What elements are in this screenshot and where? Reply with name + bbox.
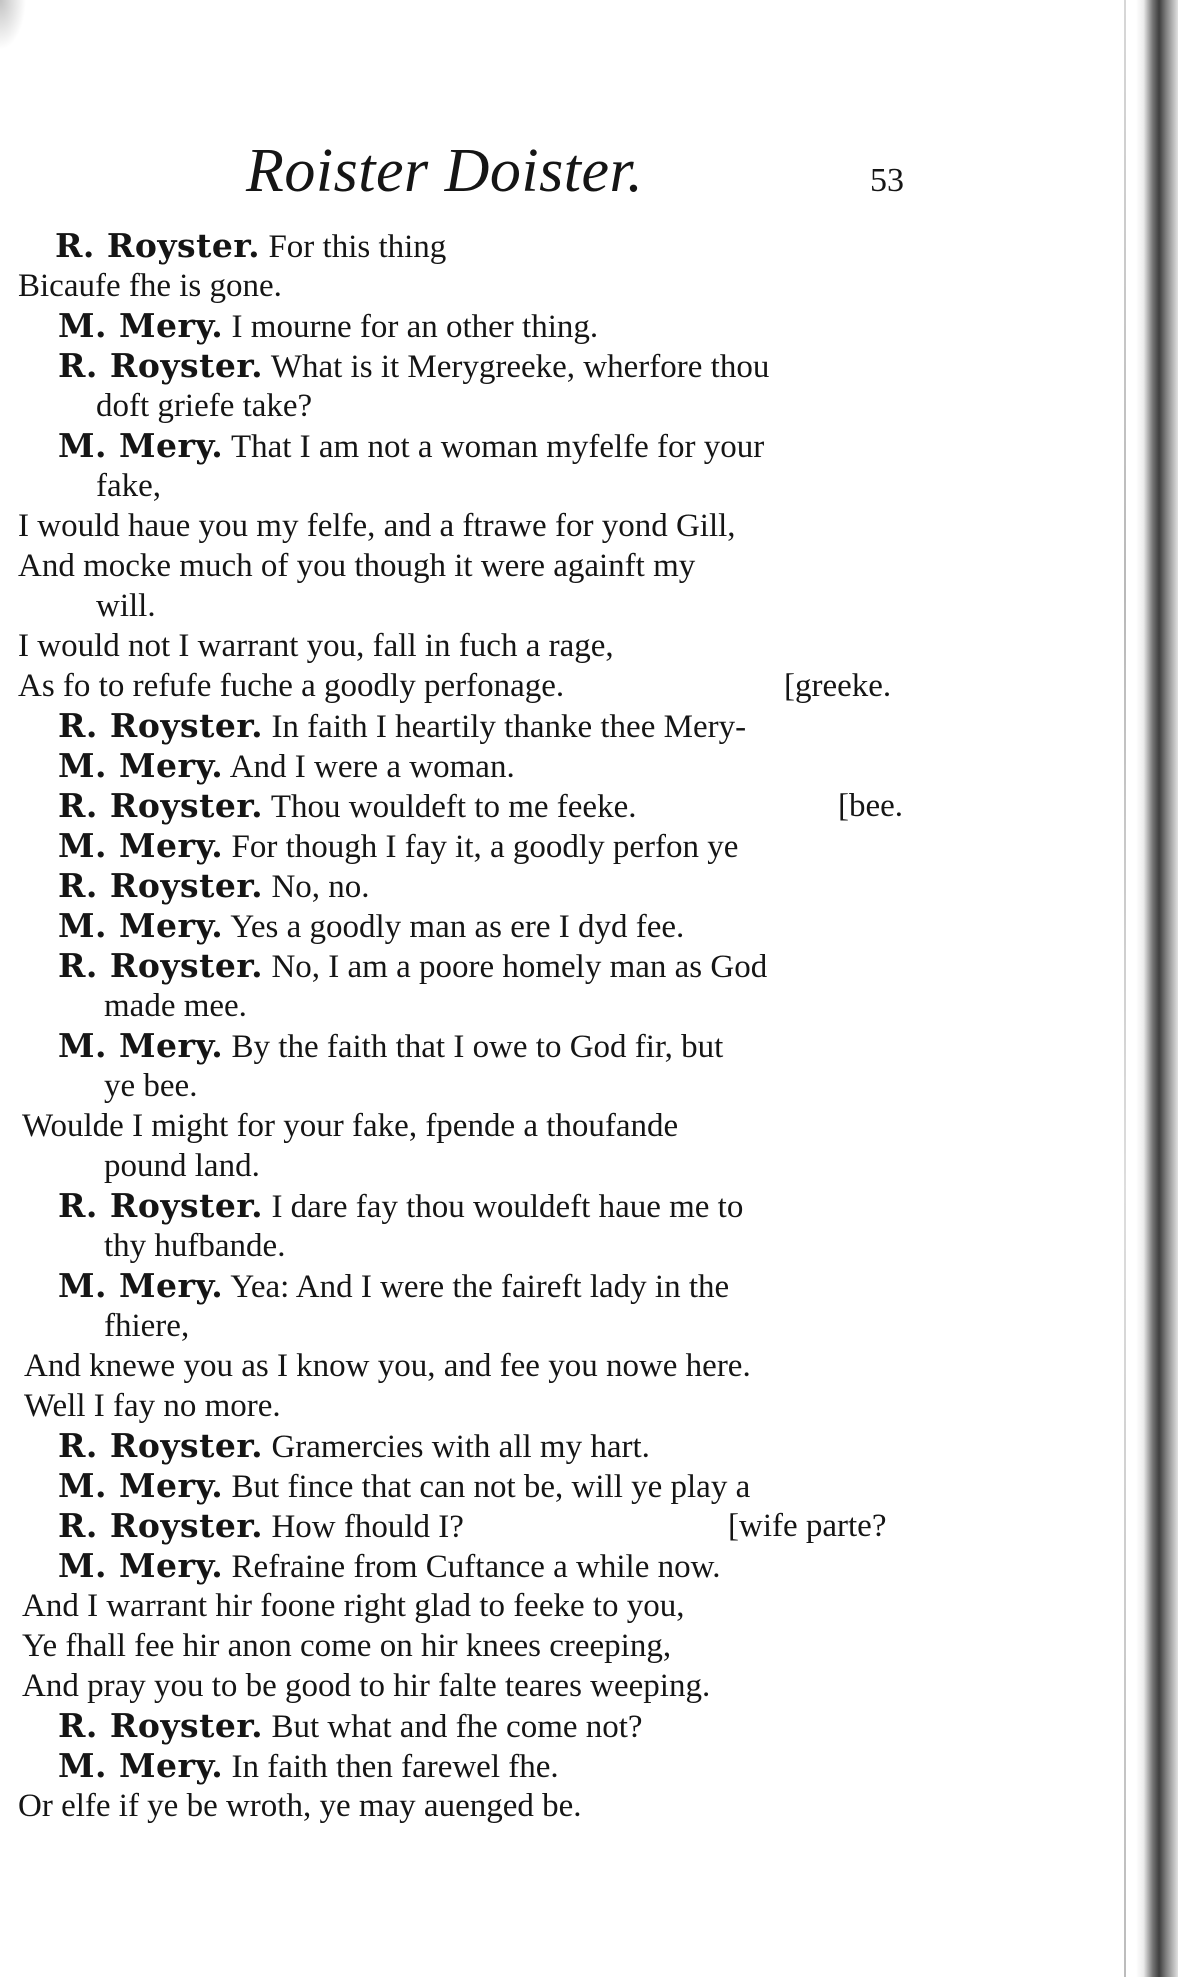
speaker-label: M. Mery.	[58, 1026, 224, 1065]
speaker-label: M. Mery.	[58, 306, 224, 345]
verse-line	[24, 1346, 751, 1386]
verse-line	[104, 1146, 260, 1186]
running-title: Roister Doister.	[246, 137, 644, 205]
speaker-label: R. Royster.	[55, 226, 261, 265]
verse-line	[58, 946, 767, 987]
line-text: For this thing	[260, 229, 447, 265]
line-text: And knewe you as I know you, and fee you nowe here.	[24, 1348, 751, 1384]
line-text: And I warrant hir foone right glad to feeke to you,	[22, 1588, 685, 1624]
turnover-fragment: [greeke.	[784, 668, 892, 704]
verse-line	[96, 386, 312, 426]
speaker-label: R. Royster.	[58, 1426, 264, 1465]
verse-line	[104, 986, 247, 1026]
turnover-fragment: [wife parte?	[728, 1508, 887, 1544]
speaker-label: M. Mery.	[58, 1746, 224, 1785]
verse-line	[58, 1426, 650, 1467]
verse-line	[22, 1106, 678, 1146]
speaker-label: M. Mery.	[58, 906, 224, 945]
verse-line	[58, 866, 370, 907]
verse-line	[58, 1466, 750, 1507]
speaker-label: M. Mery.	[58, 826, 224, 865]
speaker-label: M. Mery.	[58, 1466, 224, 1505]
page-number: 53	[870, 162, 904, 199]
verse-line	[58, 426, 764, 467]
speaker-label: M. Mery.	[58, 1546, 224, 1585]
speaker-label: M. Mery.	[58, 426, 224, 465]
page-corner-smudge	[0, 0, 26, 50]
speaker-label: R. Royster.	[58, 1706, 264, 1745]
verse-line	[58, 1746, 559, 1787]
speaker-label: R. Royster.	[58, 706, 264, 745]
speaker-label: R. Royster.	[58, 1506, 264, 1545]
line-text: But fince that can not be, will ye play a	[223, 1469, 751, 1505]
line-text: pound land.	[104, 1148, 260, 1184]
verse-line	[58, 1506, 464, 1547]
verse-line	[58, 1186, 743, 1227]
line-text: Refraine from Cuftance a while now.	[223, 1549, 721, 1585]
verse-line	[55, 226, 446, 267]
verse-line	[58, 1706, 643, 1747]
line-text: No, I am a poore homely man as God	[263, 949, 768, 985]
verse-line	[22, 1586, 685, 1626]
verse-line	[22, 1666, 710, 1706]
verse-line	[58, 1266, 729, 1307]
verse-line	[58, 746, 515, 787]
line-text: I would haue you my felfe, and a ftrawe for yond Gill,	[18, 508, 736, 544]
verse-line	[104, 1066, 197, 1106]
line-text: fake,	[96, 468, 162, 504]
line-text: Yea: And I were the faireft lady in the	[223, 1269, 730, 1305]
line-text: fhiere,	[104, 1308, 190, 1344]
verse-line	[58, 906, 684, 947]
line-text: thy hufbande.	[104, 1228, 286, 1264]
line-text: Ye fhall fee hir anon come on hir knees creeping,	[22, 1628, 672, 1664]
verse-line	[96, 466, 161, 506]
line-text: doft griefe take?	[96, 388, 313, 424]
speaker-label: R. Royster.	[58, 866, 264, 905]
line-text: How fhould I?	[263, 1509, 464, 1545]
line-text: As fo to refufe fuche a goodly perfonage.	[18, 668, 565, 704]
line-text: Yes a goodly man as ere I dyd fee.	[223, 909, 685, 945]
line-text: And I were a woman.	[223, 749, 515, 785]
verse-line	[58, 826, 738, 867]
line-text: I mourne for an other thing.	[223, 309, 599, 345]
line-text: will.	[96, 588, 156, 624]
line-text: Woulde I might for your fake, fpende a thoufande	[22, 1108, 679, 1144]
line-text: Thou wouldeft to me feeke.	[263, 789, 637, 825]
line-text: made mee.	[104, 988, 247, 1024]
line-text: But what and fhe come not?	[263, 1709, 643, 1745]
speaker-label: R. Royster.	[58, 786, 264, 825]
verse-line	[58, 706, 746, 747]
verse-line	[104, 1226, 285, 1266]
line-text: Bicaufe fhe is gone.	[18, 268, 282, 304]
verse-line	[96, 586, 156, 626]
verse-line	[18, 266, 282, 306]
line-text: I would not I warrant you, fall in fuch a rage,	[18, 628, 614, 664]
turnover-fragment: [bee.	[838, 788, 904, 824]
line-text: What is it Merygreeke, wherfore thou	[263, 349, 770, 385]
verse-line	[18, 546, 695, 586]
verse-line	[58, 1546, 721, 1587]
line-text: Gramercies with all my hart.	[263, 1429, 650, 1465]
speaker-label: R. Royster.	[58, 346, 264, 385]
line-text: For though I fay it, a goodly perfon ye	[223, 829, 739, 865]
verse-line	[104, 1306, 189, 1346]
verse-line	[58, 306, 598, 347]
verse-line	[22, 1626, 671, 1666]
line-text: ye bee.	[104, 1068, 198, 1104]
speaker-label: R. Royster.	[58, 946, 264, 985]
verse-line	[58, 346, 769, 387]
verse-line	[24, 1386, 281, 1426]
speaker-label: R. Royster.	[58, 1186, 264, 1225]
verse-line	[58, 1026, 723, 1067]
line-text: Well I fay no more.	[24, 1388, 281, 1424]
line-text: That I am not a woman myfelfe for your	[223, 429, 765, 465]
verse-line	[18, 506, 736, 546]
line-text: Or elfe if ye be wroth, ye may auenged be.	[18, 1788, 582, 1824]
line-text: And mocke much of you though it were againft my	[18, 548, 696, 584]
book-spine-edge	[1136, 0, 1178, 1977]
verse-line	[18, 1786, 582, 1826]
page-gutter-line	[1124, 0, 1126, 1977]
line-text: In faith I heartily thanke thee Mery-	[263, 709, 747, 745]
verse-line	[18, 666, 564, 706]
line-text: By the faith that I owe to God fir, but	[223, 1029, 724, 1065]
speaker-label: M. Mery.	[58, 746, 224, 785]
line-text: And pray you to be good to hir falte teares weeping.	[22, 1668, 711, 1704]
speaker-label: M. Mery.	[58, 1266, 224, 1305]
verse-line	[18, 626, 614, 666]
line-text: I dare fay thou wouldeft haue me to	[263, 1189, 744, 1225]
verse-line	[58, 786, 636, 827]
line-text: In faith then farewel fhe.	[223, 1749, 559, 1785]
line-text: No, no.	[263, 869, 370, 905]
